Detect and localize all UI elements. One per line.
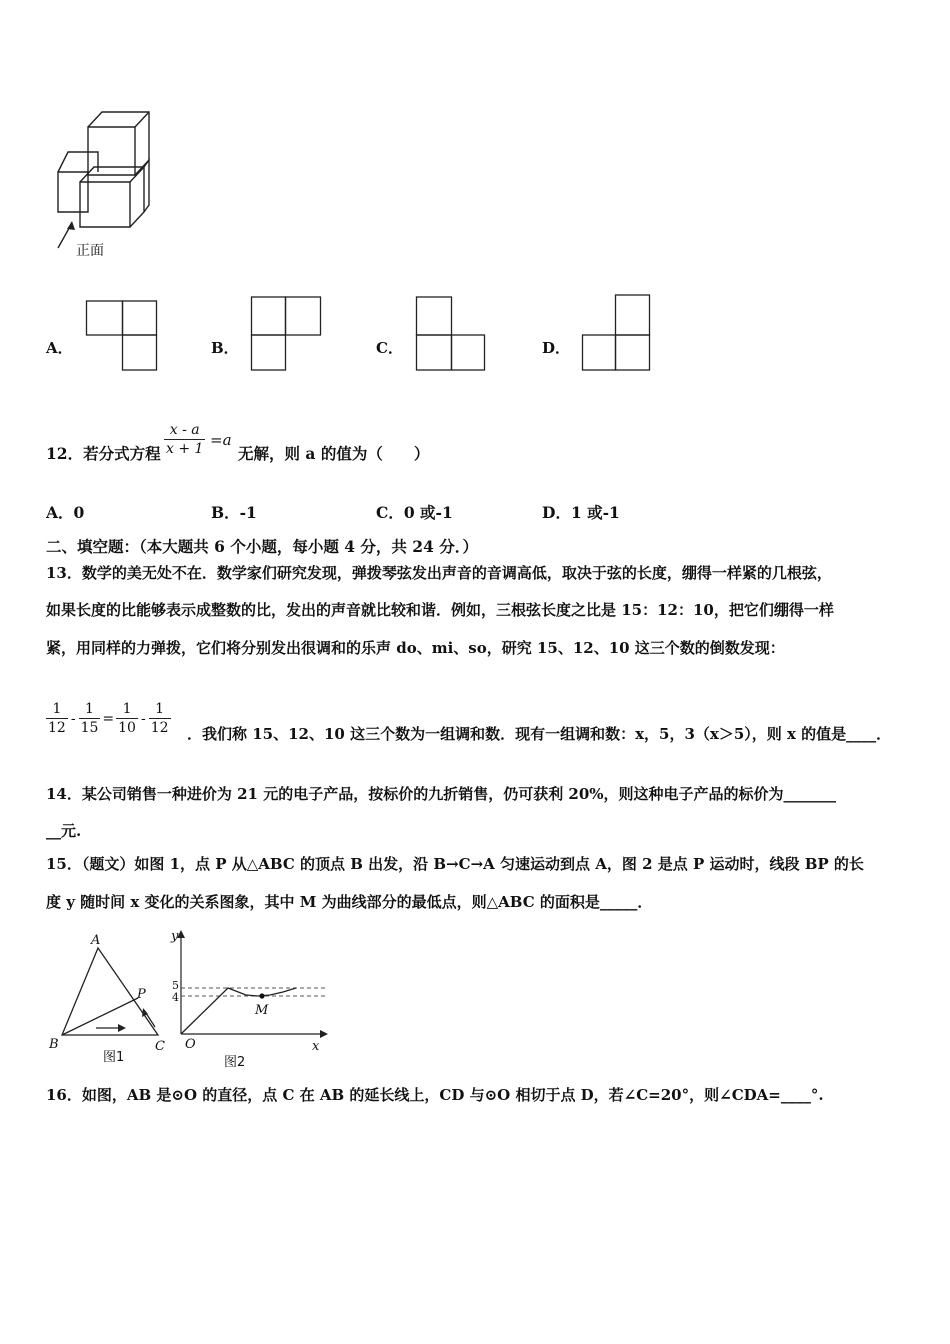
q13-frac-3-num: 1 (116, 700, 138, 719)
q13-frac-1-num: 1 (46, 700, 68, 719)
q13-frac-3-den: 10 (118, 720, 136, 736)
q13-line-1: 13．数学的美无处不在．数学家们研究发现，弹拨琴弦发出声音的音调高低，取决于弦的长度，绷得一样紧的几根弦， (46, 564, 832, 582)
option-b-view (251, 296, 323, 372)
q13-line-3: 紧，用同样的力弹拨，它们将分别发出很调和的乐声 do、mi、so，研究 15、12、10 这三个数的倒数发现： (46, 639, 785, 657)
q12-prefix: 12．若分式方程 (46, 444, 161, 463)
q12-suffix: 无解，则 a 的值为（ ） (238, 444, 430, 463)
q13-line-2: 如果长度的比能够表示成整数的比，发出的声音就比较和谐．例如，三根弦长度之比是 15：12：10，把它们绷得一样 (46, 601, 834, 619)
front-arrow-icon (58, 221, 75, 248)
q12-option-d: D．1 或-1 (542, 503, 620, 522)
q13-frac-4 (149, 700, 171, 737)
q15-line-2: 度 y 随时间 x 变化的关系图象，其中 M 为曲线部分的最低点，则△ABC 的面积是_____． (46, 893, 653, 911)
q15-fig2-point-m (259, 993, 264, 998)
q13-op-minus-2: - (140, 710, 146, 727)
option-a-label: A． (46, 339, 73, 357)
option-b-label: B． (211, 339, 239, 357)
q15-fig2-label-y: y (171, 929, 179, 944)
q15-fig2-tick-5: 5 (172, 979, 179, 992)
q13-frac-1-den: 12 (48, 720, 66, 736)
q13-op-minus-1: - (70, 710, 76, 727)
q14-line-2: __元. (46, 822, 82, 840)
q12-option-c: C．0 或-1 (376, 503, 453, 522)
q14-line-1: 14．某公司销售一种进价为 21 元的电子产品，按标价的九折销售，仍可获利 20%，则这种电子产品的标价为_______ (46, 785, 837, 803)
q13-frac-2-den: 15 (80, 720, 99, 736)
q12-option-b: B．-1 (211, 503, 257, 522)
section-heading: 二、填空题：（本大题共 6 个小题，每小题 4 分，共 24 分．） (46, 537, 479, 556)
option-c-label: C． (376, 339, 403, 357)
q15-fig1-label-a: A (91, 933, 101, 948)
option-a-view (86, 300, 158, 372)
q13-frac-2 (79, 700, 101, 737)
q15-fig2-label-x: x (312, 1039, 320, 1054)
q13-frac-4-num: 1 (149, 700, 171, 719)
q15-fig1-label-b: B (49, 1037, 59, 1052)
q15-fig2-caption: 图2 (224, 1055, 246, 1070)
q15-fig1-label-c: C (155, 1039, 165, 1054)
q12-frac-den: x + 1 (166, 441, 204, 457)
q13-frac-3 (116, 700, 138, 737)
q13-tail: ．我们称 15、12、10 这三个数为一组调和数．现有一组调和数：x，5，3（x＞5），则 x 的值是____． (187, 725, 892, 743)
q12-fraction (164, 421, 205, 458)
q15-fig2-label-m: M (255, 1003, 269, 1018)
q13-frac-2-num: 1 (79, 700, 101, 719)
q13-frac-1 (46, 700, 68, 737)
q15-line-1: 15．（题文）如图 1，点 P 从△ABC 的顶点 B 出发，沿 B→C→A 匀速运动到点 A，图 2 是点 P 运动时，线段 BP 的长 (46, 855, 864, 873)
q15-figure-2-graph (168, 926, 333, 1072)
option-d-view (582, 294, 654, 372)
q15-figure-1-triangle (46, 930, 176, 1070)
q12-option-a: A．0 (46, 503, 85, 522)
q15-fig2-label-o: O (185, 1037, 196, 1052)
q12-eq-rhs: =a (210, 431, 232, 449)
q15-fig1-caption: 图1 (103, 1050, 125, 1065)
q15-fig2-tick-4: 4 (172, 991, 179, 1004)
q15-fig1-label-p: P (137, 987, 146, 1002)
cube-stack-figure (50, 105, 160, 265)
q13-op-eq: = (102, 710, 115, 727)
q16-text: 16．如图，AB 是⊙O 的直径，点 C 在 AB 的延长线上，CD 与⊙O 相切于点 D，若∠C=20°，则∠CDA=____°. (46, 1086, 824, 1104)
q12-frac-num: x - a (164, 421, 205, 440)
option-c-view (416, 296, 488, 372)
option-d-label: D． (542, 339, 571, 357)
front-label: 正面 (76, 243, 104, 259)
q13-frac-4-den: 12 (150, 720, 169, 736)
q13-harmonic-equation (46, 700, 171, 737)
